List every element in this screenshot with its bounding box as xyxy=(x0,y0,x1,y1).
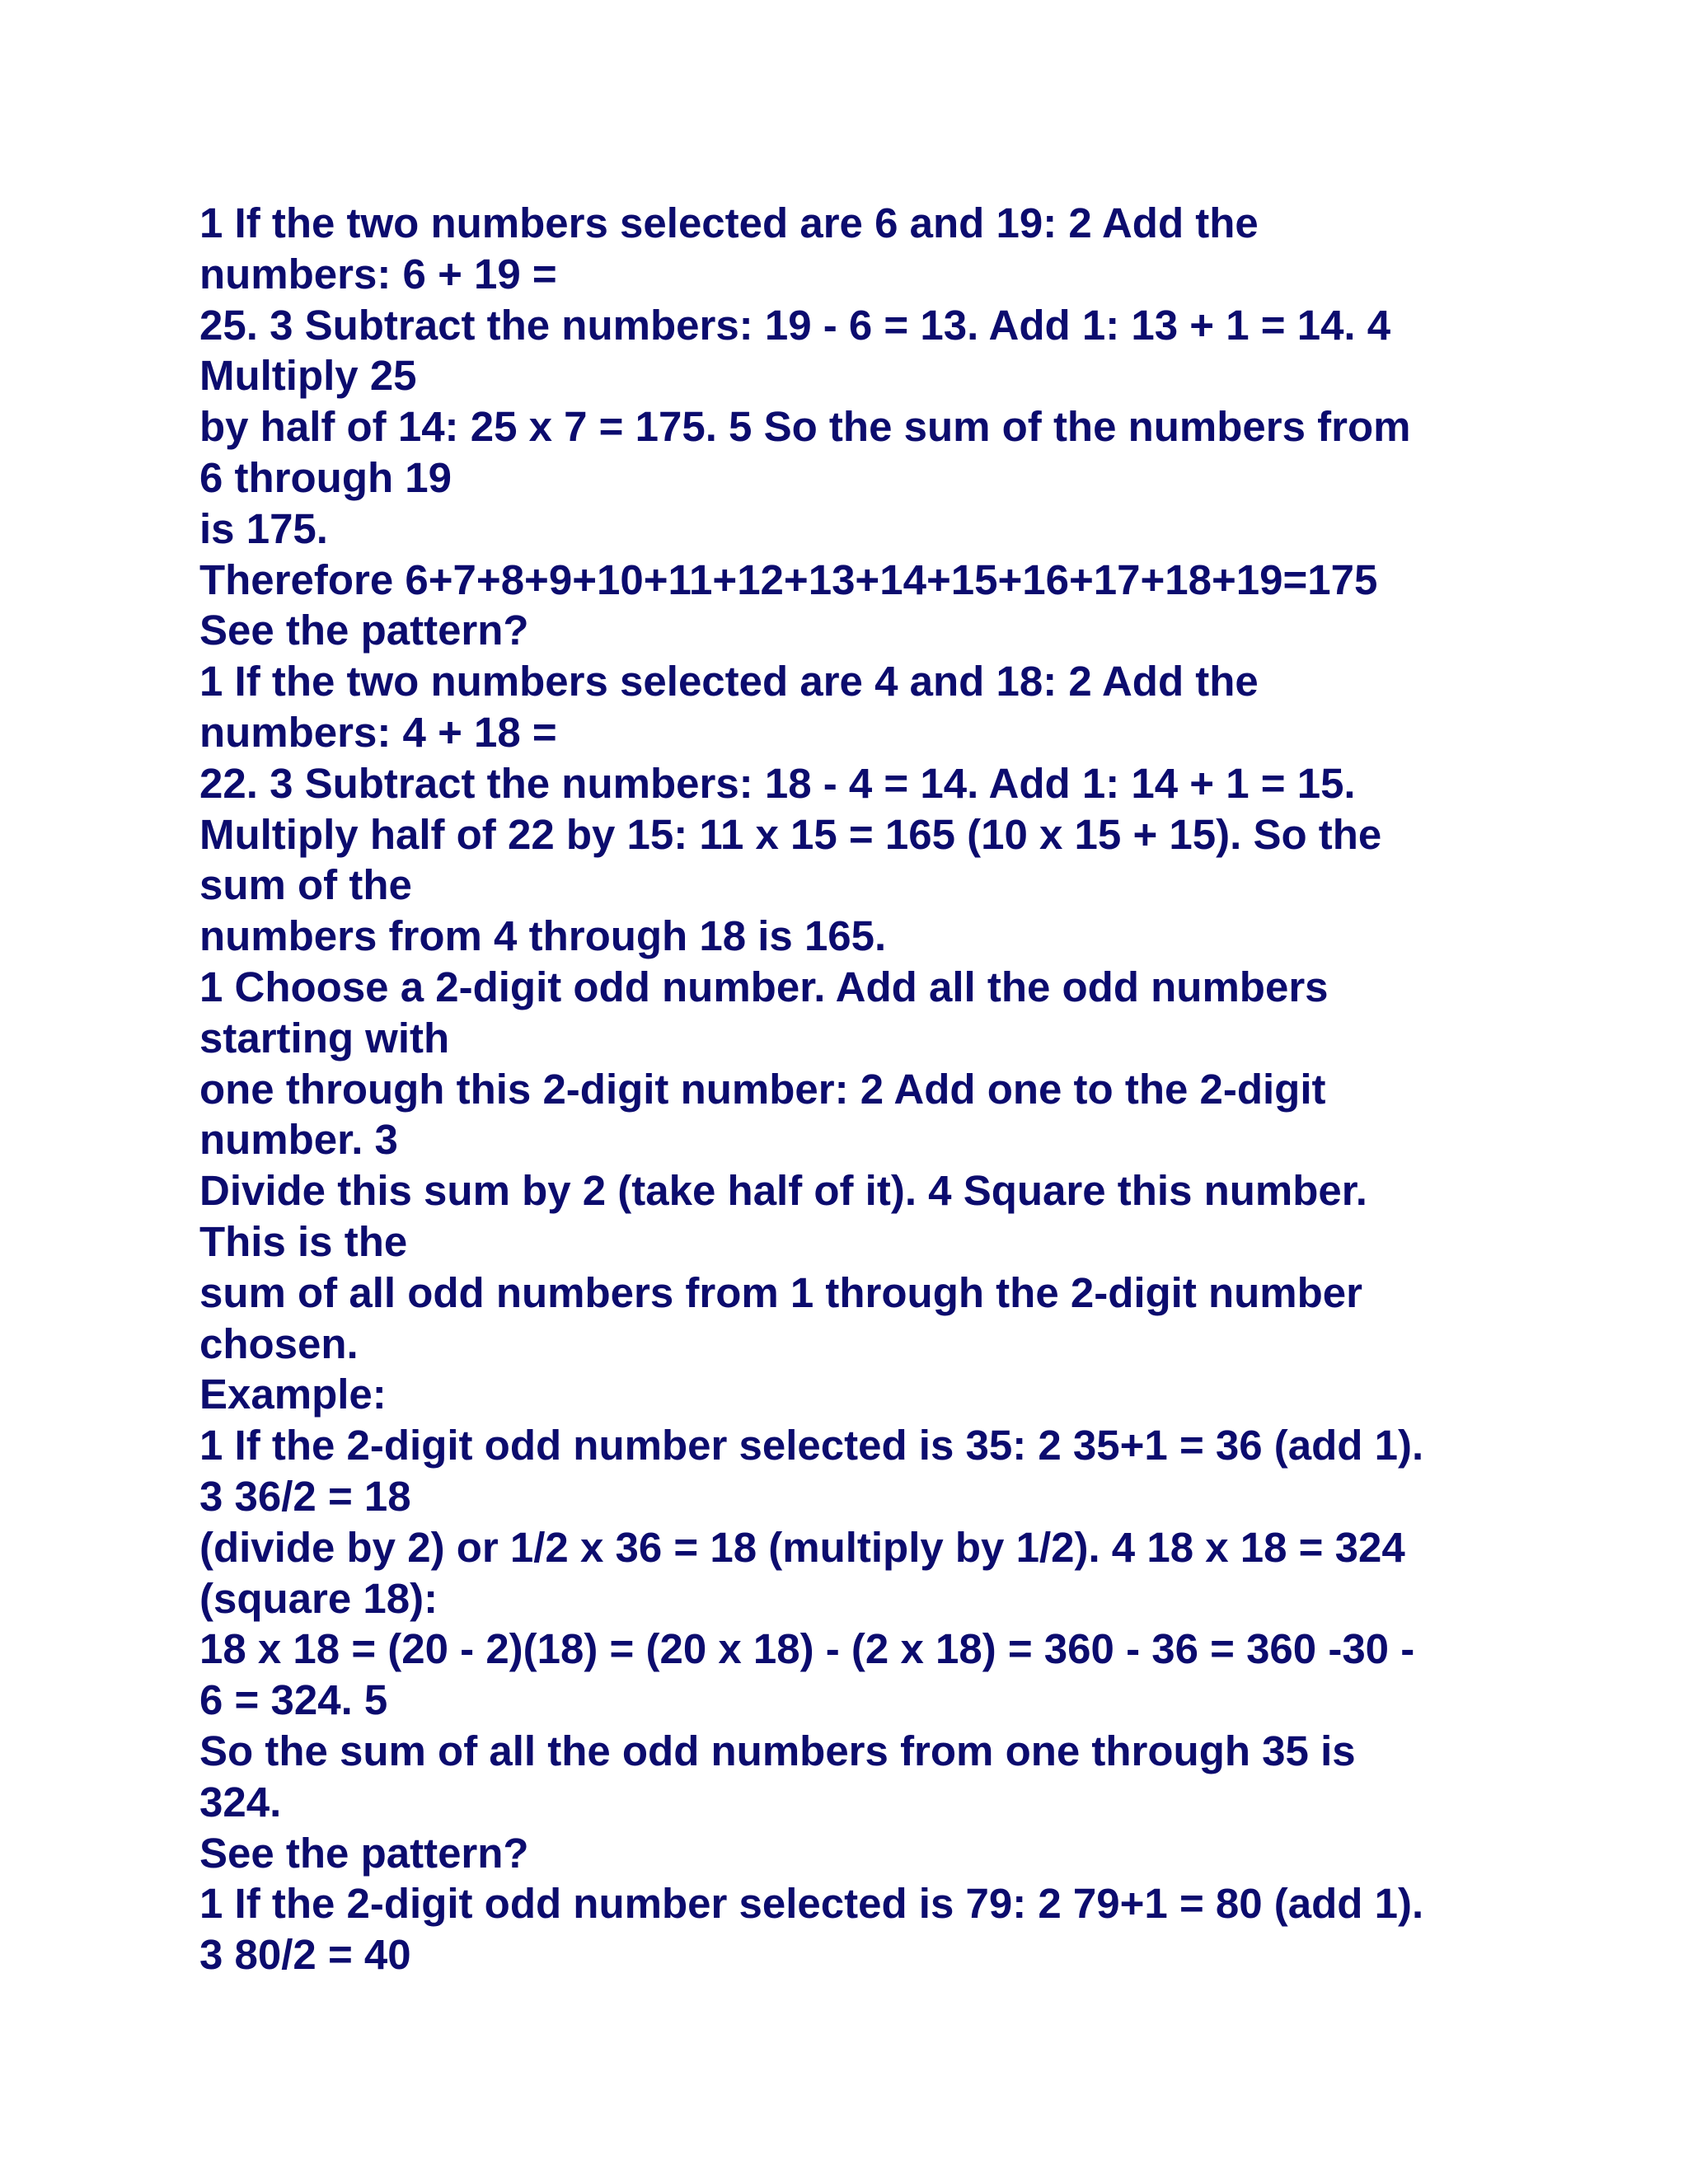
text-line: 3 80/2 = 40 xyxy=(199,1931,411,1979)
text-line: is 175. xyxy=(199,504,328,552)
text-line: Divide this sum by 2 (take half of it). 4 Square this number. xyxy=(199,1167,1367,1215)
text-line: Example: xyxy=(199,1371,387,1418)
text-line: See the pattern? xyxy=(199,607,529,654)
text-line: 1 If the two numbers selected are 6 and 19: 2 Add the xyxy=(199,199,1259,246)
text-line: 1 If the 2-digit odd number selected is 79: 2 79+1 = 80 (add 1). xyxy=(199,1880,1424,1928)
document-text xyxy=(199,198,1551,1980)
text-line: See the pattern? xyxy=(199,1829,529,1877)
text-line: by half of 14: 25 x 7 = 175. 5 So the sum of the numbers from xyxy=(199,403,1411,451)
text-line: So the sum of all the odd numbers from one through 35 is xyxy=(199,1727,1356,1774)
text-line: numbers: 4 + 18 = xyxy=(199,708,557,756)
text-line: Therefore 6+7+8+9+10+11+12+13+14+15+16+17+18+19=175 xyxy=(199,555,1378,603)
text-line: starting with xyxy=(199,1014,450,1062)
text-line: 22. 3 Subtract the numbers: 18 - 4 = 14. Add 1: 14 + 1 = 15. xyxy=(199,759,1356,807)
text-line: (divide by 2) or 1/2 x 36 = 18 (multiply by 1/2). 4 18 x 18 = 324 xyxy=(199,1523,1405,1571)
text-line: This is the xyxy=(199,1217,408,1265)
text-line: numbers from 4 through 18 is 165. xyxy=(199,912,887,960)
text-line: 3 36/2 = 18 xyxy=(199,1472,411,1520)
text-line: 324. xyxy=(199,1778,282,1825)
text-line: 1 If the two numbers selected are 4 and 18: 2 Add the xyxy=(199,658,1259,705)
text-line: 6 = 324. 5 xyxy=(199,1676,388,1724)
text-line: numbers: 6 + 19 = xyxy=(199,250,557,298)
text-line: chosen. xyxy=(199,1319,359,1367)
text-line: number. 3 xyxy=(199,1116,398,1164)
text-line: sum of the xyxy=(199,861,412,909)
text-line: sum of all odd numbers from 1 through the 2-digit number xyxy=(199,1268,1363,1316)
text-line: Multiply 25 xyxy=(199,352,417,400)
text-line: 25. 3 Subtract the numbers: 19 - 6 = 13. Add 1: 13 + 1 = 14. 4 xyxy=(199,301,1391,349)
text-line: (square 18): xyxy=(199,1574,438,1622)
text-line: 18 x 18 = (20 - 2)(18) = (20 x 18) - (2 x 18) = 360 - 36 = 360 -30 - xyxy=(199,1625,1415,1673)
text-line: one through this 2-digit number: 2 Add one to the 2-digit xyxy=(199,1065,1326,1113)
text-line: 1 If the 2-digit odd number selected is 35: 2 35+1 = 36 (add 1). xyxy=(199,1422,1424,1469)
text-line: Multiply half of 22 by 15: 11 x 15 = 165 (10 x 15 + 15). So the xyxy=(199,810,1382,858)
text-line: 6 through 19 xyxy=(199,453,452,501)
text-line: 1 Choose a 2-digit odd number. Add all the odd numbers xyxy=(199,963,1329,1010)
